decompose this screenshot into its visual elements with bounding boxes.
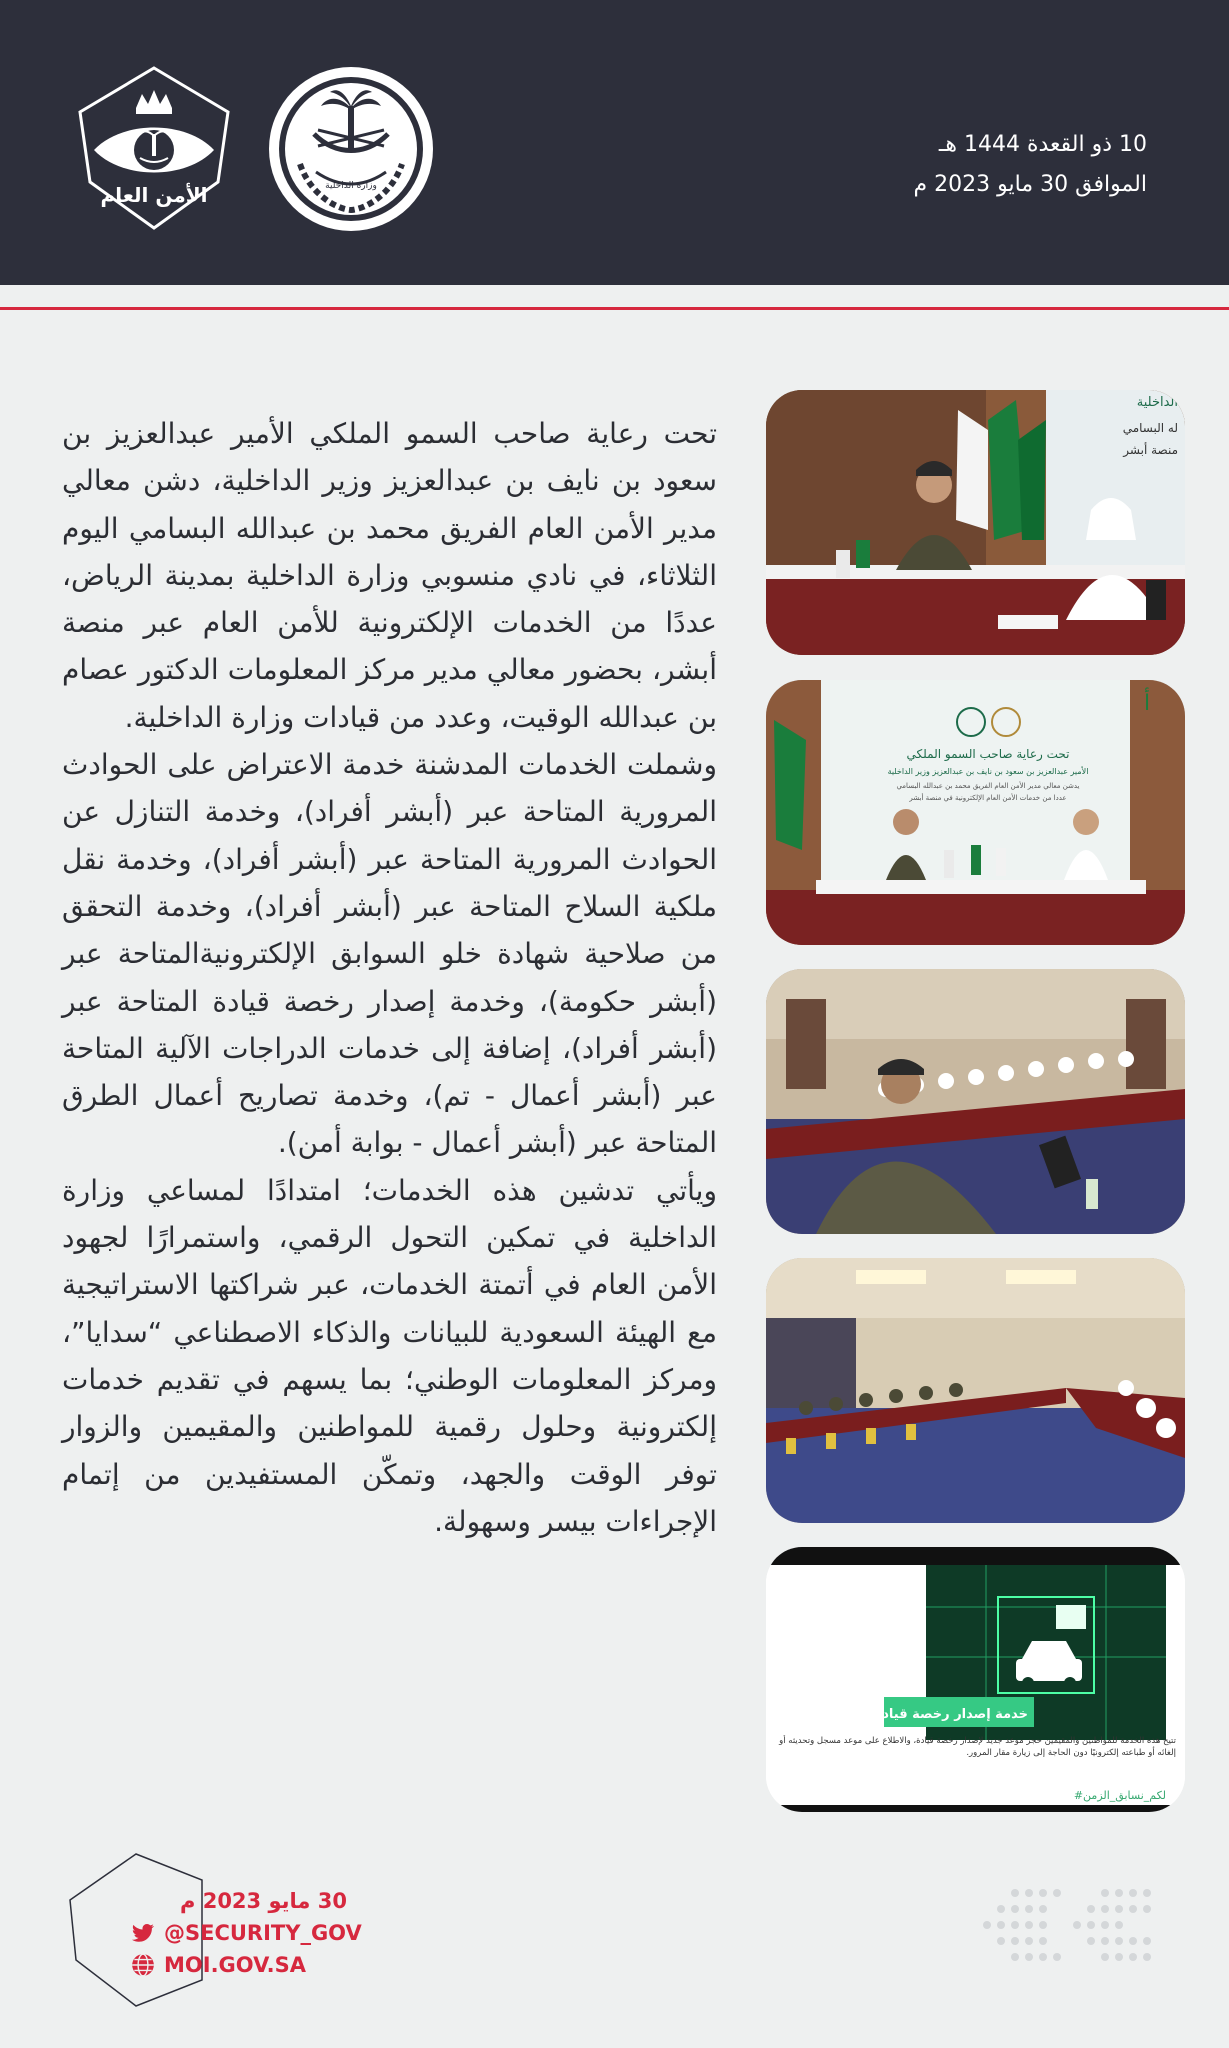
banner-1-title: الداخلية [1136,395,1178,410]
twitter-icon [130,1920,156,1946]
globe-icon [130,1952,156,1978]
banner-1-line-2: له البسامي [1122,421,1178,435]
photo-officials-at-table [766,390,1185,655]
article-paragraph-2: وشملت الخدمات المدشنة خدمة الاعتراض على الحوادث المرورية المتاحة عبر (أبشر أفراد)، وخدمة التنازل عن الحوادث المرورية المتاحة عبر (أبشر أفراد)، وخدمة نقل ملكية السلاح المتاحة عبر (أبشر أفراد)، وخدمة التحقق من صلاحية شهادة خلو السوابق الإلكترونيةالمتاحة عبر (أبشر حكومة)، وخدمة إصدار رخصة قيادة المتاحة عبر (أبشر أفراد)، إضافة إلى خدمات الدراجات الآلية المتاحة عبر (أبشر أعمال - تم)، وخدمة تصاريح أعمال الطرق المتاحة عبر (أبشر أعمال - بوابة أمن). [62,748,717,1160]
banner-2-line-2: يدشن معالي مدير الأمن العام الفريق محمد بن عبدالله البسامي [896,782,1080,790]
article-body [62,410,717,1545]
gregorian-date: الموافق 30 مايو 2023 م [913,172,1147,197]
photo-meeting-hall [766,969,1185,1234]
decorative-dot-pattern-icon [975,1885,1170,1975]
svg-text:ﺃ: ﺃ [1144,691,1151,716]
service-card-hashtag: #لكم_نسابق_الزمن [1073,1789,1166,1802]
public-security-logo-icon [72,62,236,234]
footer-twitter-row[interactable] [130,1917,430,1949]
header-dates [727,125,1147,205]
banner-2-line-1: الأمير عبدالعزيز بن سعود بن نايف بن عبدالعزيز وزير الداخلية [887,767,1089,776]
service-card-title: خدمة إصدار رخصة قيادة [874,1707,1028,1722]
banner-2-line-3: عددا من خدمات الأمن العام الإلكترونية في منصة أبشر [909,794,1067,802]
footer-info [130,1885,430,1981]
photo-conference-room [766,1258,1185,1523]
public-security-logo-text: الأمن العام [100,183,208,207]
ministry-emblem-icon [266,64,436,234]
footer-website[interactable]: MOI.GOV.SA [164,1953,306,1977]
banner-2-title: تحت رعاية صاحب السمو الملكي [906,747,1070,761]
banner-1-line-3: منصة أبشر [1123,443,1178,457]
article-paragraph-1: تحت رعاية صاحب السمو الملكي الأمير عبدالعزيز بن سعود بن نايف بن عبدالعزيز وزير الداخلية، دشن معالي مدير الأمن العام الفريق محمد بن عبدالله البسامي اليوم الثلاثاء، في نادي منسوبي وزارة الداخلية بمدينة الرياض، عددًا من الخدمات الإلكترونية للأمن العام عبر منصة أبشر، بحضور معالي مدير مركز المعلومات الدكتور عصام بن عبدالله الوقيت، وعدد من قيادات وزارة الداخلية. [62,417,717,734]
footer-website-row[interactable] [130,1949,430,1981]
article-paragraph-3: ويأتي تدشين هذه الخدمات؛ امتدادًا لمساعي وزارة الداخلية في تمكين التحول الرقمي، واستمرارًا لجهود الأمن العام في أتمتة الخدمات، عبر شراكتها الاستراتيجية مع الهيئة السعودية للبيانات والذكاء الاصطناعي “سدايا”، ومركز المعلومات الوطني؛ بما يسهم في تقديم خدمات إلكترونية وحلول رقمية للمواطنين والمقيمين والزوار توفر الوقت والجهد، وتمكّن المستفيدين من إتمام الإجراءات بيسر وسهولة. [62,1173,717,1538]
footer-date: 30 مايو 2023 م [180,1889,347,1913]
photo-service-card [766,1547,1185,1812]
svg-text:وزارة الداخلية: وزارة الداخلية [325,181,377,191]
header-divider [0,307,1229,310]
service-card-description: تتيح هذه الخدمة للمواطنين والمقيمين حجز موعد جديد لإصدار رخصة قيادة، والاطلاع على موعد مسجل وتحديثه أو إلغائه أو طباعته إلكترونيًا دون الحاجة إلى زيارة مقار المرور. [779,1736,1176,1758]
footer-twitter-handle[interactable]: @SECURITY_GOV [164,1921,362,1945]
photo-launch-stage [766,680,1185,945]
hijri-date: 10 ذو القعدة 1444 هـ [938,132,1147,157]
